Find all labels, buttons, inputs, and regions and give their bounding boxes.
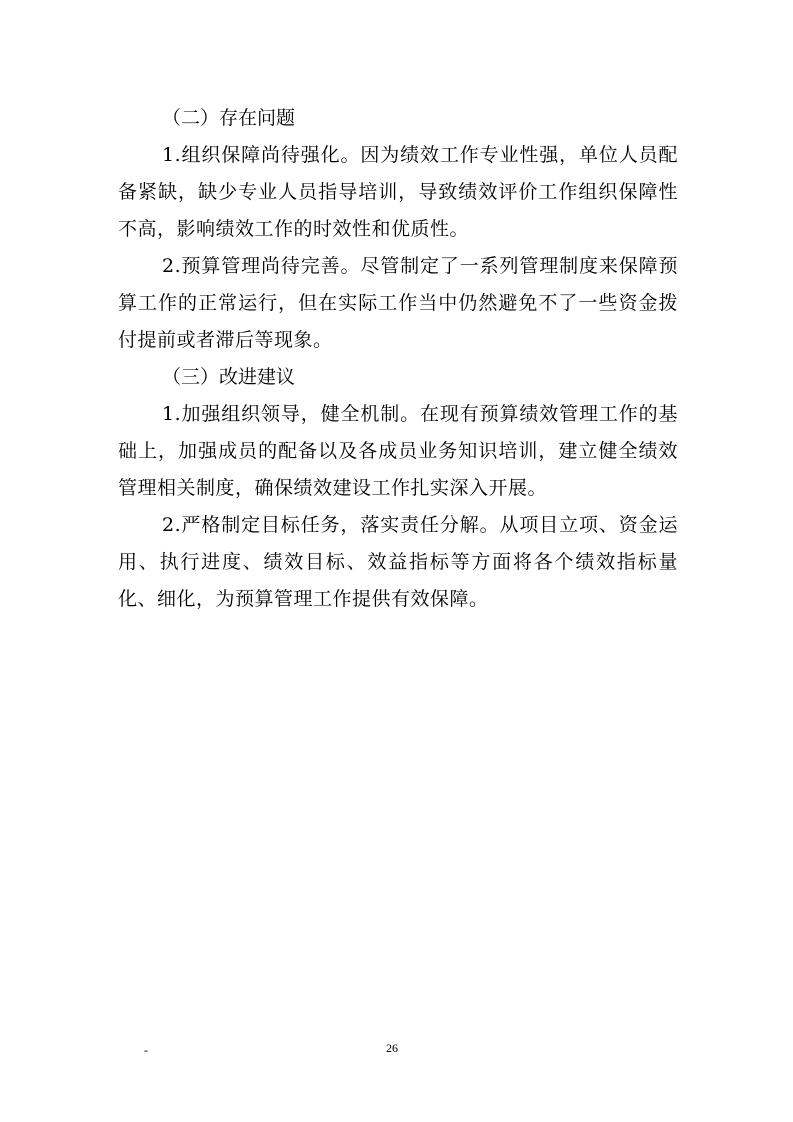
section-heading-suggestions: （三）改进建议 bbox=[162, 366, 296, 388]
paragraph-suggestion-2: 2.严格制定目标任务，落实责任分解。从项目立项、资金运用、执行进度、绩效目标、效益指标等方面将各个绩效指标量化、细化，为预算管理工作提供有效保障。 bbox=[118, 514, 678, 610]
paragraph-suggestion-1: 1.加强组织领导，健全机制。在现有预算绩效管理工作的基础上，加强成员的配备以及各成员业务知识培训，建立健全绩效管理相关制度，确保绩效建设工作扎实深入开展。 bbox=[118, 403, 678, 499]
paragraph-problem-1: 1.组织保障尚待强化。因为绩效工作专业性强，单位人员配备紧缺，缺少专业人员指导培训，导致绩效评价工作组织保障性不高，影响绩效工作的时效性和优质性。 bbox=[118, 144, 678, 240]
document-body bbox=[118, 100, 678, 618]
page-number: 26 bbox=[386, 1041, 398, 1055]
section-heading-problems: （二）存在问题 bbox=[162, 107, 296, 129]
paragraph-problem-2: 2.预算管理尚待完善。尽管制定了一系列管理制度来保障预算工作的正常运行，但在实际工作当中仍然避免不了一些资金拨付提前或者滞后等现象。 bbox=[118, 255, 678, 351]
footer-dash: - bbox=[144, 1043, 148, 1057]
